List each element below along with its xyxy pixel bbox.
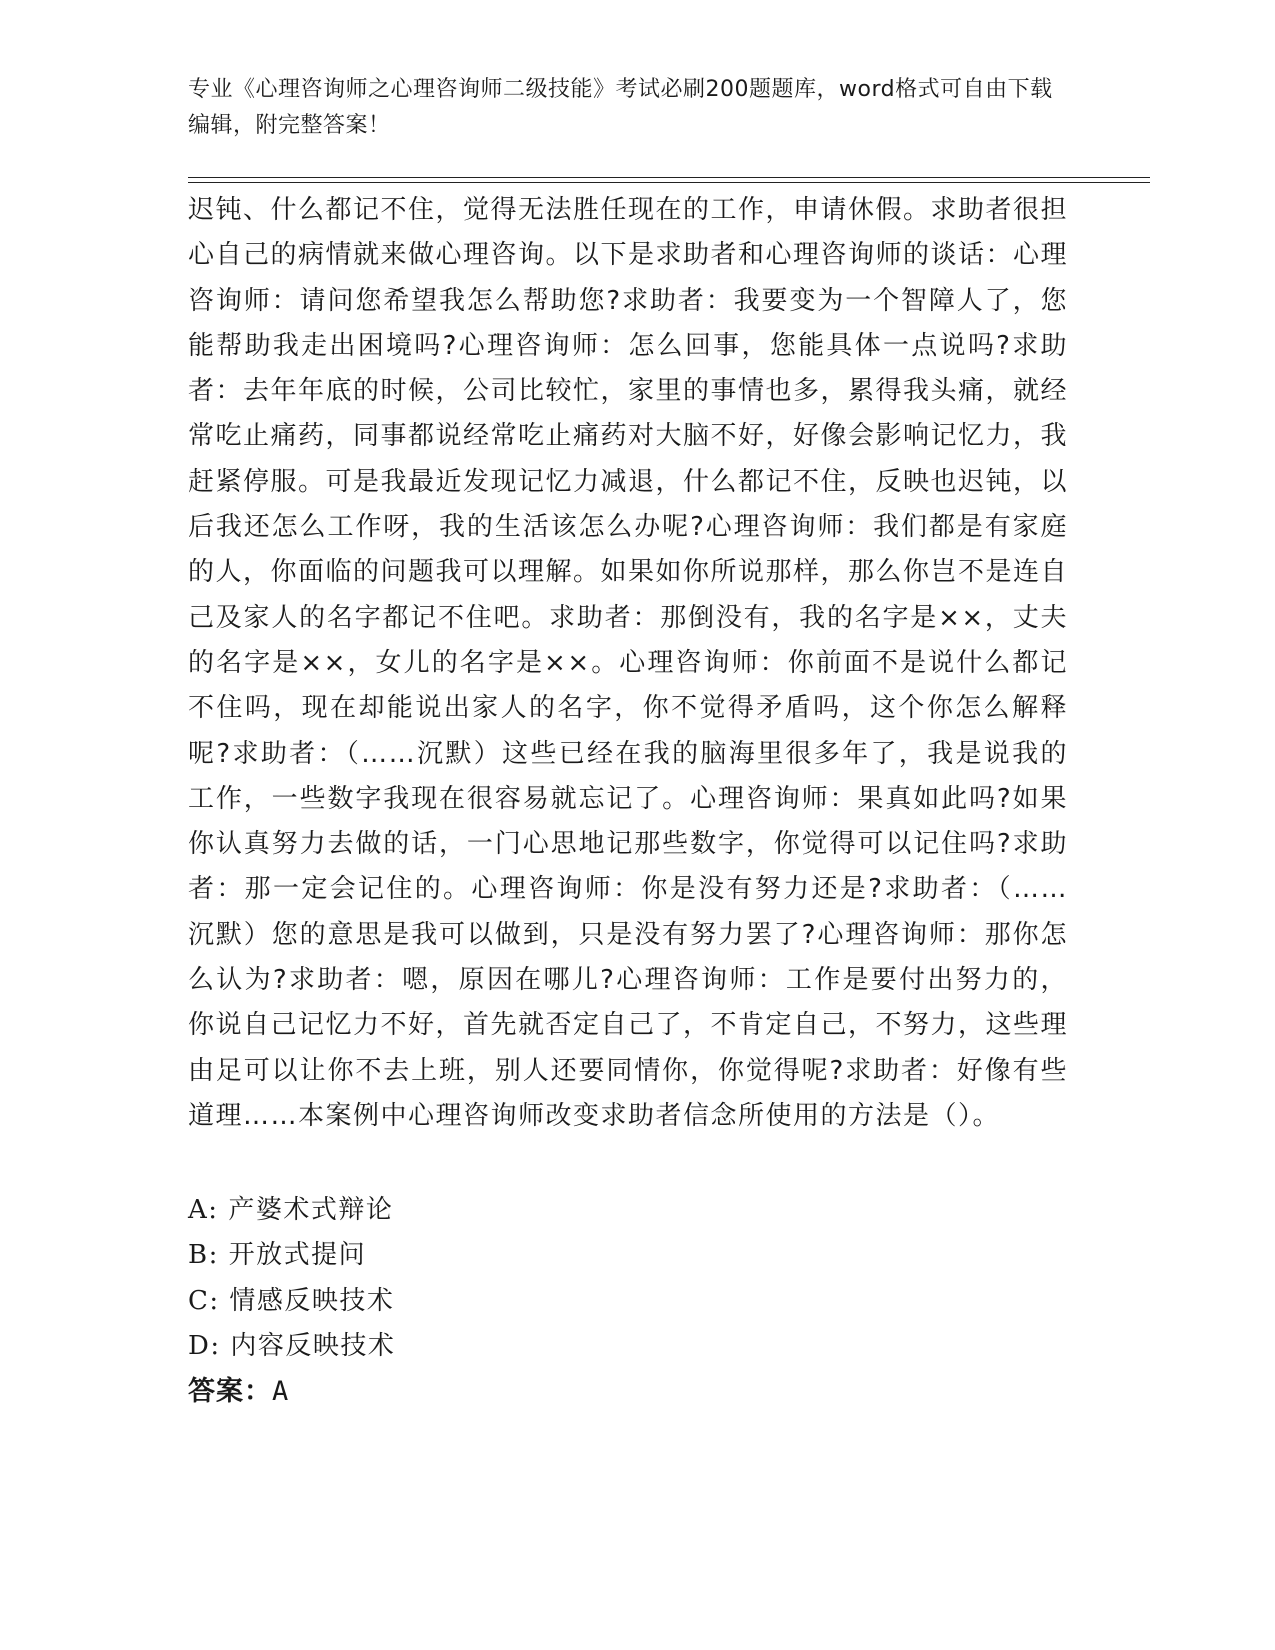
- option-d: [188, 1324, 1068, 1369]
- answer-label: 答案：: [188, 1376, 272, 1407]
- option-a: [188, 1188, 1068, 1233]
- option-c-key: C:: [188, 1285, 220, 1316]
- option-list: [188, 1188, 1068, 1369]
- header-rule-bottom: [188, 182, 1150, 183]
- option-b-text: 开放式提问: [228, 1240, 367, 1271]
- option-d-key: D:: [188, 1330, 221, 1361]
- option-a-text: 产婆术式辩论: [228, 1195, 394, 1225]
- header-rule-top: [188, 177, 1150, 178]
- answer-line: [188, 1370, 289, 1414]
- question-body: 迟钝、什么都记不住，觉得无法胜任现在的工作，申请休假。求助者很担心自己的病情就来做心理咨询。以下是求助者和心理咨询师的谈话：心理咨询师：请问您希望我怎么帮助您?求助者：我要变为一个智障人了，您能帮助我走出困境吗?心理咨询师：怎么回事，您能具体一点说吗?求助者：去年年底的时候，公司比较忙，家里的事情也多，累得我头痛，就经常吃止痛药，同事都说经常吃止痛药对大脑不好，好像会影响记忆力，我赶紧停服。可是我最近发现记忆力减退，什么都记不住，反映也迟钝，以后我还怎么工作呀，我的生活该怎么办呢?心理咨询师：我们都是有家庭的人，你面临的问题我可以理解。如果如你所说那样，那么你岂不是连自己及家人的名字都记不住吧。求助者：那倒没有，我的名字是××，丈夫的名字是××，女儿的名字是××。心理咨询师：你前面不是说什么都记不住吗，现在却能说出家人的名字，你不觉得矛盾吗，这个你怎么解释呢?求助者：（……沉默）这些已经在我的脑海里很多年了，我是说我的工作，一些数字我现在很容易就忘记了。心理咨询师：果真如此吗?如果你认真努力去做的话，一门心思地记那些数字，你觉得可以记住吗?求助者：那一定会记住的。心理咨询师：你是没有努力还是?求助者：（……沉默）您的意思是我可以做到，只是没有努力罢了?心理咨询师：那你怎么认为?求助者：嗯，原因在哪儿?心理咨询师：工作是要付出努力的，你说自己记忆力不好，首先就否定自己了，不肯定自己，不努力，这些理由足可以让你不去上班，别人还要同情你，你觉得呢?求助者：好像有些道理……本案例中心理咨询师改变求助者信念所使用的方法是（）。: [188, 195, 1069, 1131]
- option-d-text: 内容反映技术: [230, 1330, 396, 1361]
- option-c: [188, 1279, 1068, 1324]
- document-header: 专业《心理咨询师之心理咨询师二级技能》考试必刷200题题库，word格式可自由下载编辑，附完整答案！: [188, 77, 1053, 138]
- option-c-text: 情感反映技术: [229, 1285, 395, 1316]
- option-b: [188, 1233, 1068, 1278]
- answer-value: A: [272, 1376, 290, 1407]
- option-a-key: A:: [188, 1195, 219, 1225]
- option-b-key: B:: [188, 1240, 219, 1271]
